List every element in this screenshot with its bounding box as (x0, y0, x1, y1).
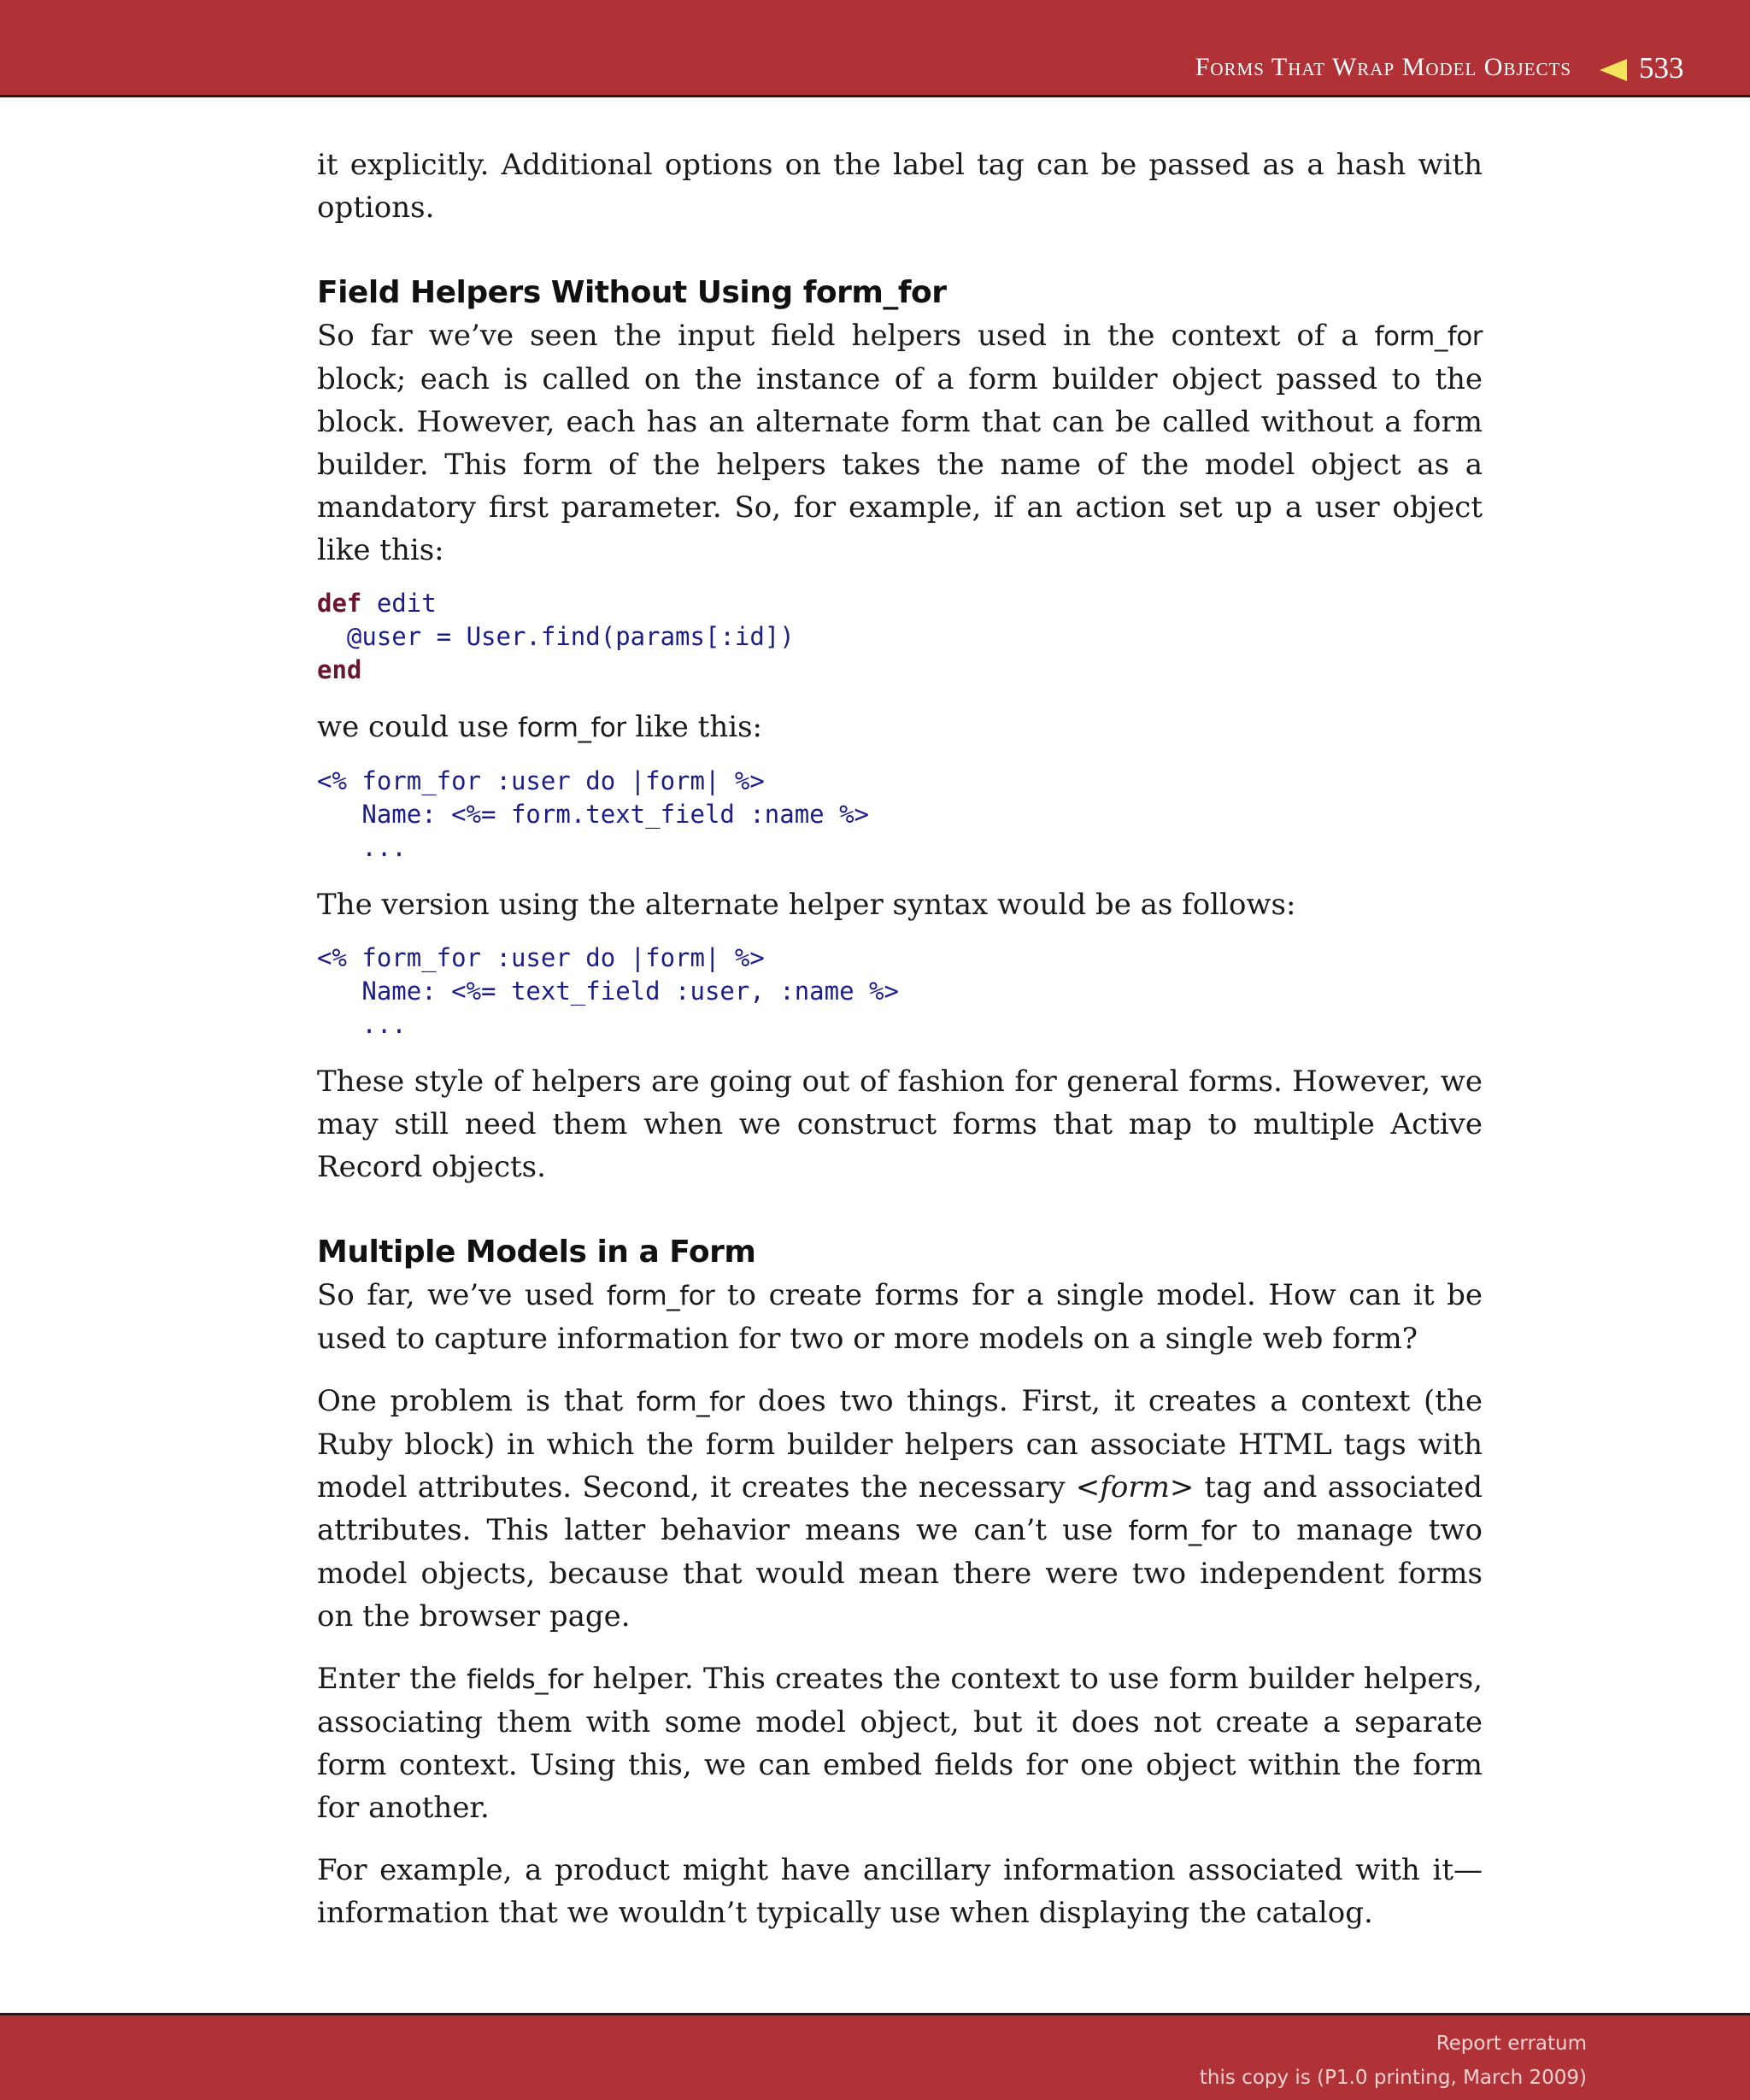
page-content (317, 144, 1483, 1934)
text-run: to create forms for a single model. How can it be used to capture information for two or more models on a single web form? (317, 1278, 1483, 1356)
inline-form-tag: <form> (1075, 1470, 1195, 1505)
inline-code-form-for: form_for (636, 1387, 745, 1417)
code-line: <% form_for :user do |form| %> (317, 943, 765, 972)
section-heading-field-helpers: Field Helpers Without Using form_for (317, 275, 947, 310)
code-block-edit-action (317, 587, 1483, 687)
printing-note: this copy is (P1.0 printing, March 2009) (1199, 2067, 1587, 2089)
code-line: @user = User.find(params[:id]) (317, 622, 795, 651)
inline-code-form-for: form_for (518, 713, 626, 743)
paragraph-form-for-problem (317, 1380, 1483, 1638)
code-block-form-for (317, 765, 1483, 865)
page-number: 533 (1639, 51, 1684, 85)
paragraph-product-example: For example, a product might have ancillary information associated with it—information that we wouldn’t typically use when displaying the catalog. (317, 1853, 1483, 1930)
code-line: Name: <%= form.text_field :name %> (317, 800, 870, 829)
section-heading-multiple-models: Multiple Models in a Form (317, 1235, 756, 1270)
text-run: So far we’ve seen the input field helpers used in the context of a (317, 319, 1375, 353)
text-run: does two things. First, it creates a context (the Ruby block) in which the form builder helpers can associate HTML tags with model attributes. Second, it creates the necessary (317, 1384, 1483, 1505)
paragraph-continuation: it explicitly. Additional options on the label tag can be passed as a hash with options. (317, 148, 1483, 225)
code-line: ... (317, 1010, 407, 1039)
page-header-bar (0, 0, 1750, 97)
code-line: <% form_for :user do |form| %> (317, 766, 765, 795)
code-keyword-def: def (317, 589, 362, 618)
text-run: So far, we’ve used (317, 1278, 607, 1312)
paragraph-out-of-fashion: These style of helpers are going out of fashion for general forms. However, we may still need them when we construct forms that map to multiple Active Record objects. (317, 1065, 1483, 1184)
code-line: edit (361, 589, 437, 618)
text-run: One problem is that (317, 1384, 637, 1418)
paragraph-field-helpers-intro (317, 314, 1483, 572)
paragraph-alternate-syntax: The version using the alternate helper syntax would be as follows: (317, 888, 1296, 922)
inline-code-fields-for: fields_for (467, 1664, 584, 1695)
text-run: tag and associated attributes. This latter behavior means we can’t use (317, 1470, 1483, 1547)
text-run: to manage two model objects, because that would mean there were two independent forms on the browser page. (317, 1513, 1483, 1634)
code-keyword-end: end (317, 655, 362, 684)
code-line: ... (317, 833, 407, 862)
paragraph-multiple-models-intro (317, 1274, 1483, 1360)
inline-code-form-for: form_for (1374, 321, 1483, 352)
back-arrow-icon[interactable] (1600, 59, 1627, 81)
paragraph-form-for-usage (317, 706, 1483, 749)
text-run: block; each is called on the instance of a form builder object passed to the block. However, each has an alternate form that can be called without a form builder. This form of the helpers takes the name of the model object as a mandatory first parameter. So, for example, if an action set up a user object like this: (317, 362, 1483, 567)
text-run: helper. This creates the context to use form builder helpers, associating them with some model object, but it does not create a separate form context. Using this, we can embed fields for one object within the form for another. (317, 1662, 1483, 1825)
inline-code-form-for: form_for (1128, 1516, 1236, 1546)
page-footer-bar (0, 2013, 1750, 2100)
text-run: we could use (317, 710, 519, 744)
code-line: Name: <%= text_field :user, :name %> (317, 977, 899, 1006)
report-erratum-link[interactable]: Report erratum (1436, 2033, 1587, 2055)
code-block-alternate-helper (317, 941, 1483, 1041)
text-run: Enter the (317, 1662, 467, 1696)
paragraph-fields-for (317, 1657, 1483, 1829)
running-head-title: Forms That Wrap Model Objects (1195, 53, 1571, 81)
text-run: like this: (625, 710, 763, 744)
inline-code-form-for: form_for (606, 1281, 715, 1311)
